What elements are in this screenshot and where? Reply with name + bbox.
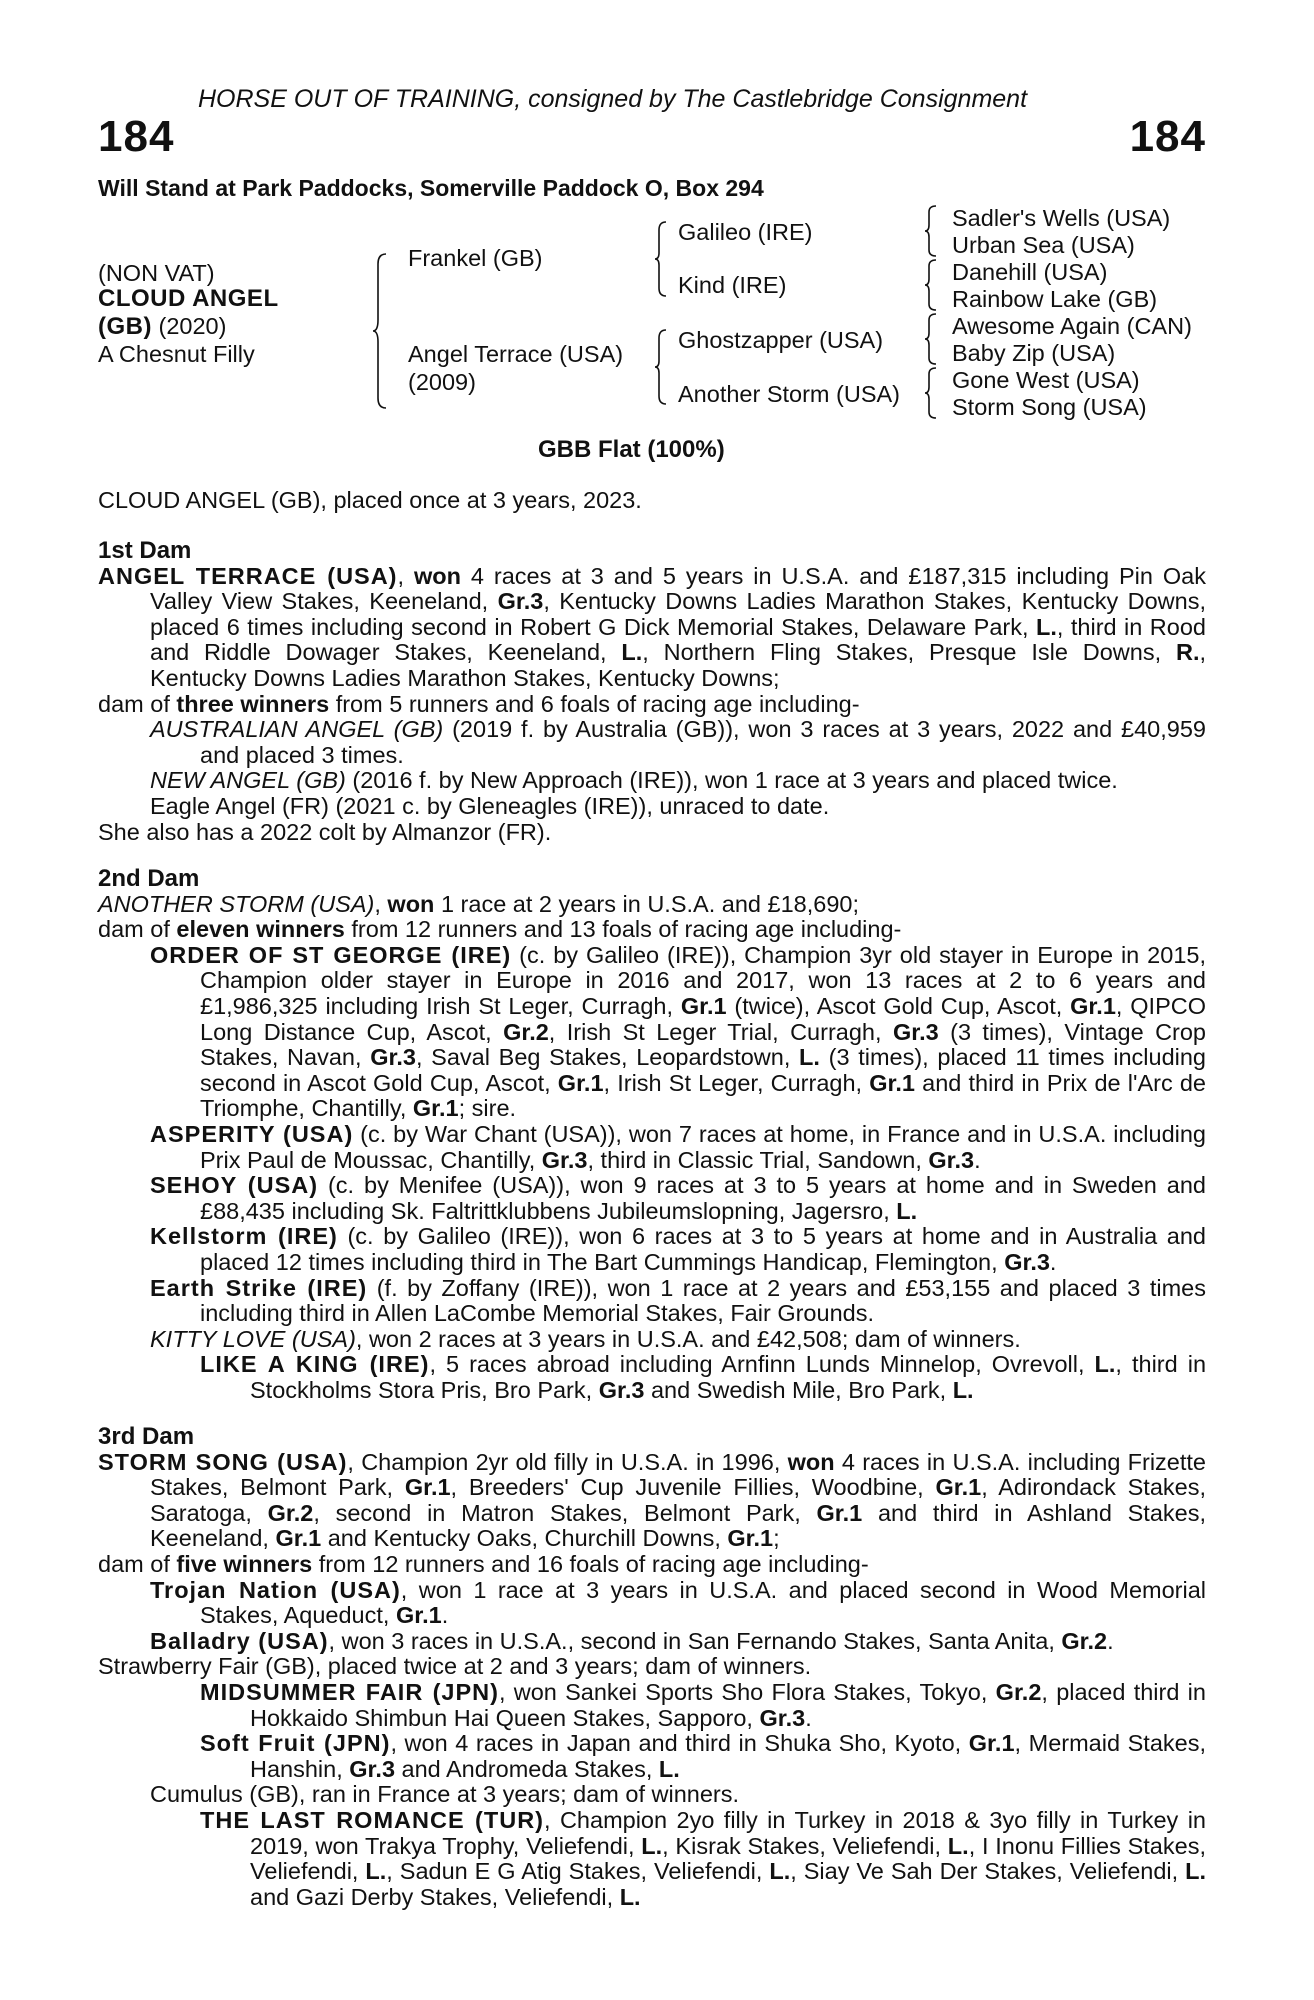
sd-sire: Danehill (USA) — [952, 259, 1108, 285]
sd-brace — [924, 258, 938, 312]
vat-status: (NON VAT) — [98, 260, 215, 286]
progeny-entry: Eagle Angel (FR) (2021 c. by Gleneagles (IRE)), unraced to date. — [150, 792, 830, 819]
lot-number-left: 184 — [98, 112, 175, 161]
first-dam-section — [98, 538, 1206, 845]
third-dam-record: STORM SONG (USA), Champion 2yr old filly in U.S.A. in 1996, won 4 races in U.S.A. including Frizette Stakes, Belmont Park, Gr.1, Breeders' Cup Juvenile Fillies, Woodbine, Gr.1, Adirondack Stakes, Saratoga, Gr.2, second in Matron Stakes, Belmont Park, Gr.1 and third in Ashland Stakes, Keeneland, Gr.1 and Kentucky Oaks, Churchill Downs, Gr.1; — [98, 1448, 1207, 1552]
horse-summary: CLOUD ANGEL (GB), placed once at 3 years, 2023. — [98, 487, 642, 513]
ss-brace — [924, 204, 938, 258]
grandprogeny-entry: LIKE A KING (IRE), 5 races abroad including Arnfinn Lunds Minnelop, Ovrevoll, L., third in Stockholms Stora Pris, Bro Park, Gr.3 and Swedish Mile, Bro Park, L. — [200, 1351, 1207, 1403]
first-dam-heading: 1st Dam — [98, 537, 192, 564]
second-dam-record: ANOTHER STORM (USA), won 1 race at 2 years in U.S.A. and £18,690; — [98, 890, 859, 917]
horse-country: (GB) — [98, 313, 152, 340]
progeny-entry: Trojan Nation (USA), won 1 race at 3 years in U.S.A. and placed second in Wood Memorial Stakes, Aqueduct, Gr.1. — [150, 1576, 1206, 1629]
progeny-entry: ASPERITY (USA) (c. by War Chant (USA)), won 7 races at home, in France and in U.S.A. including Prix Paul de Moussac, Chantilly, Gr.3, third in Classic Trial, Sandown, Gr.3. — [150, 1120, 1207, 1173]
first-dam-record: ANGEL TERRACE (USA), won 4 races at 3 and 5 years in U.S.A. and £187,315 including Pin Oak Valley View Stakes, Keeneland, Gr.3, Kentucky Downs Ladies Marathon Stakes, Kentucky Downs, placed 6 times including second in Robert G Dick Memorial Stakes, Delaware Park, L., third in Rood and Riddle Dowager Stakes, Keeneland, L., Northern Fling Stakes, Presque Isle Downs, R., Kentucky Downs Ladies Marathon Stakes, Kentucky Downs; — [98, 562, 1206, 691]
dam-sire: Ghostzapper (USA) — [678, 327, 884, 353]
ss-sire: Sadler's Wells (USA) — [952, 205, 1171, 231]
progeny-entry: Cumulus (GB), ran in France at 3 years; dam of winners. — [150, 1781, 740, 1808]
horse-description: A Chesnut Filly — [98, 341, 255, 367]
ss-dam: Urban Sea (USA) — [952, 232, 1135, 258]
ds-sire: Awesome Again (CAN) — [952, 313, 1192, 339]
grandprogeny-entry: THE LAST ROMANCE (TUR), Champion 2yo filly in Turkey in 2018 & 3yo filly in Turkey in 2019, won Trakya Trophy, Veliefendi, L., Kisrak Stakes, Veliefendi, L., I Inonu Fillies Stakes, Veliefendi, L., Sadun E G Atig Stakes, Veliefendi, L., Siay Ve Sah Der Stakes, Veliefendi, L. and Gazi Derby Stakes, Veliefendi, L. — [200, 1806, 1206, 1910]
consignment-header: HORSE OUT OF TRAINING, consigned by The Castlebridge Consignment — [198, 85, 1028, 113]
progeny-entry: Strawberry Fair (GB), placed twice at 2 and 3 years; dam of winners. — [98, 1653, 812, 1680]
sire-sire: Galileo (IRE) — [678, 219, 813, 245]
also-has-line: She also has a 2022 colt by Almanzor (FR). — [98, 818, 552, 845]
dam-name: Angel Terrace (USA) — [408, 341, 624, 367]
progeny-entry: NEW ANGEL (GB) (2016 f. by New Approach (IRE)), won 1 race at 3 years and placed twice. — [150, 767, 1118, 794]
grandprogeny-entry: MIDSUMMER FAIR (JPN), won Sankei Sports Sho Flora Stakes, Tokyo, Gr.2, placed third in Hokkaido Shimbun Hai Queen Stakes, Sapporo, Gr.3. — [200, 1678, 1206, 1731]
second-dam-section — [98, 866, 1206, 1403]
dam-line-brace — [654, 328, 668, 406]
sire-name: Frankel (GB) — [408, 245, 543, 271]
progeny-entry: SEHOY (USA) (c. by Menifee (USA)), won 9 races at 3 to 5 years at home and in Sweden and £88,435 including Sk. Faltrittklubbens Jubileumslopning, Jagersro, L. — [150, 1172, 1206, 1224]
ds-dam: Baby Zip (USA) — [952, 340, 1116, 366]
dd-sire: Gone West (USA) — [952, 367, 1140, 393]
dd-brace — [924, 366, 938, 420]
dam-of-line: dam of five winners from 12 runners and 16 foals of racing age including- — [98, 1550, 869, 1577]
sire-line-brace — [654, 220, 668, 298]
ds-brace — [924, 312, 938, 366]
second-dam-heading: 2nd Dam — [98, 865, 200, 892]
progeny-entry: AUSTRALIAN ANGEL (GB) (2019 f. by Australia (GB)), won 3 races at 3 years, 2022 and £40,959 and placed 3 times. — [150, 716, 1206, 768]
dam-year: (2009) — [408, 369, 476, 395]
horse-name: CLOUD ANGEL — [98, 285, 279, 312]
grandprogeny-entry: Soft Fruit (JPN), won 4 races in Japan and third in Shuka Sho, Kyoto, Gr.1, Mermaid Stakes, Hanshin, Gr.3 and Andromeda Stakes, L. — [200, 1730, 1206, 1782]
horse-country-year — [98, 312, 226, 341]
progeny-entry: Earth Strike (IRE) (f. by Zoffany (IRE)), won 1 race at 2 years and £53,155 and placed 3 times including third in Allen LaCombe Memorial Stakes, Fair Grounds. — [150, 1274, 1206, 1327]
third-dam-section — [98, 1424, 1206, 1910]
stand-location: Will Stand at Park Paddocks, Somerville Paddock O, Box 294 — [98, 175, 764, 201]
pedigree-main-brace — [372, 252, 388, 410]
sd-dam: Rainbow Lake (GB) — [952, 286, 1158, 312]
progeny-entry: ORDER OF ST GEORGE (IRE) (c. by Galileo (IRE)), Champion 3yr old stayer in Europe in 2015, Champion older stayer in Europe in 2016 and 2017, won 13 races at 2 to 6 years and £1,986,325 including Irish St Leger, Curragh, Gr.1 (twice), Ascot Gold Cup, Ascot, Gr.1, QIPCO Long Distance Cup, Ascot, Gr.2, Irish St Leger Trial, Curragh, Gr.3 (3 times), Vintage Crop Stakes, Navan, Gr.3, Saval Beg Stakes, Leopardstown, L. (3 times), placed 11 times including second in Ascot Gold Cup, Ascot, Gr.1, Irish St Leger, Curragh, Gr.1 and third in Prix de l'Arc de Triomphe, Chantilly, Gr.1; sire. — [150, 941, 1207, 1122]
sire-dam: Kind (IRE) — [678, 272, 787, 298]
progeny-entry: KITTY LOVE (USA), won 2 races at 3 years in U.S.A. and £42,508; dam of winners. — [150, 1325, 1021, 1352]
dam-dam: Another Storm (USA) — [678, 381, 901, 407]
dd-dam: Storm Song (USA) — [952, 394, 1147, 420]
third-dam-heading: 3rd Dam — [98, 1423, 195, 1450]
horse-year: (2020) — [151, 313, 227, 339]
dam-of-line: dam of three winners from 5 runners and 6 foals of racing age including- — [98, 690, 860, 717]
progeny-entry: Balladry (USA), won 3 races in U.S.A., second in San Fernando Stakes, Santa Anita, Gr.2. — [150, 1627, 1114, 1654]
gbb-rating: GBB Flat (100%) — [538, 436, 725, 463]
progeny-entry: Kellstorm (IRE) (c. by Galileo (IRE)), won 6 races at 3 to 5 years at home and in Australia and placed 12 times including third in The Bart Cummings Handicap, Flemington, Gr.3. — [150, 1223, 1206, 1275]
lot-number-right: 184 — [1129, 112, 1206, 161]
dam-of-line: dam of eleven winners from 12 runners and 13 foals of racing age including- — [98, 916, 902, 943]
horse-name: ANGEL TERRACE (USA) — [98, 562, 398, 589]
